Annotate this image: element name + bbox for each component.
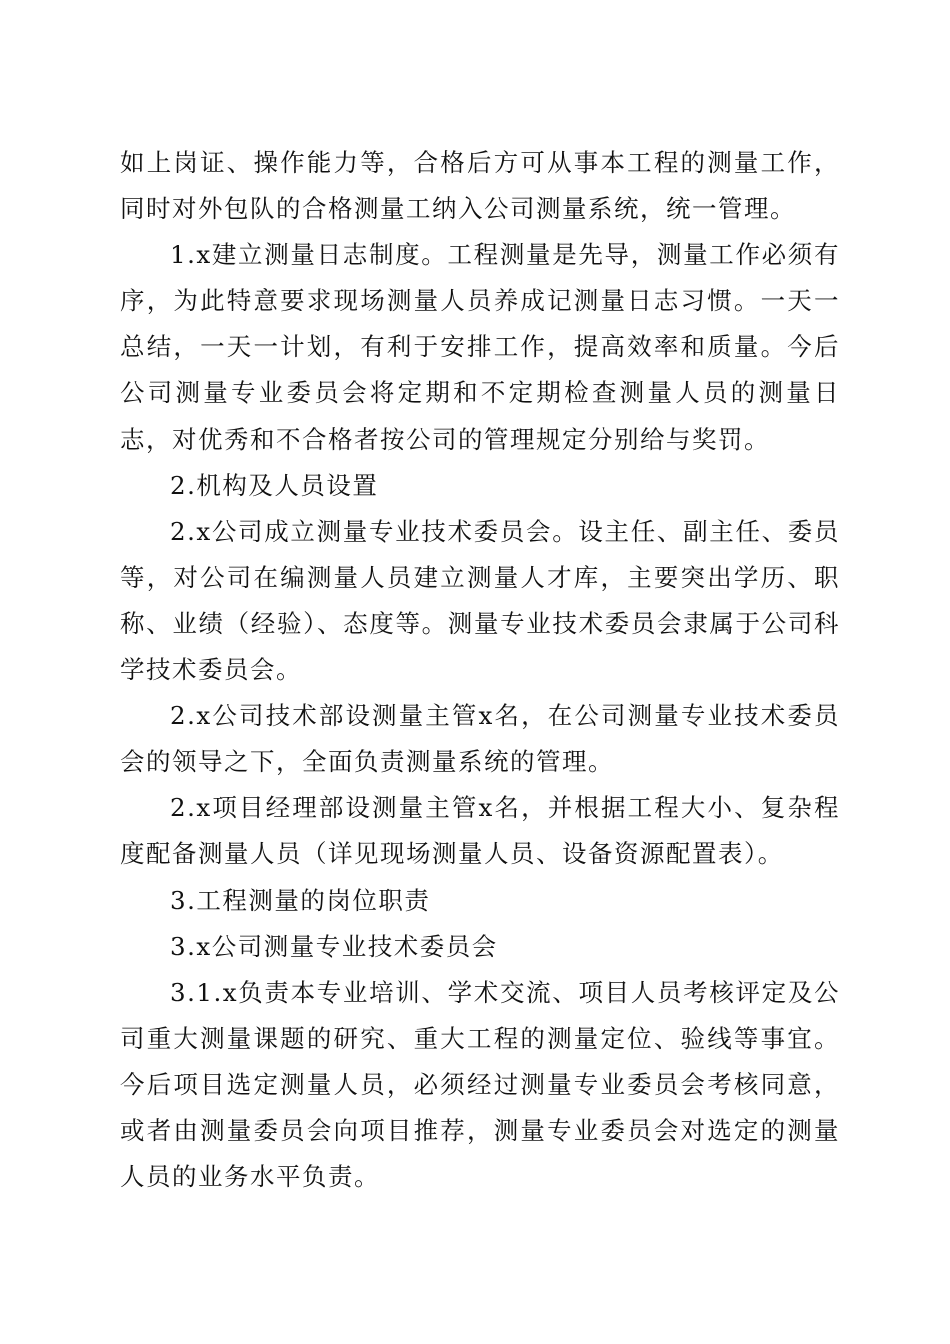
section-heading-organization: 2.机构及人员设置	[170, 470, 379, 500]
paragraph-continuation: 如上岗证、操作能力等，合格后方可从事本工程的测量工作，同时对外包队的合格测量工纳入公司测量系统，统一管理。	[120, 148, 840, 224]
paragraph-committee-setup: 2.x公司成立测量专业技术委员会。设主任、副主任、委员等，对公司在编测量人员建立测量人才库，主要突出学历、职称、业绩（经验）、态度等。测量专业技术委员会隶属于公司科学技术委员会。	[120, 516, 840, 685]
paragraph-committee-duties: 3.1.x负责本专业培训、学术交流、项目人员考核评定及公司重大测量课题的研究、重大工程的测量定位、验线等事宜。今后项目选定测量人员，必须经过测量专业委员会考核同意，或者由测量委员会向项目推荐，测量专业委员会对选定的测量人员的业务水平负责。	[120, 977, 840, 1192]
subsection-heading-committee: 3.x公司测量专业技术委员会	[170, 931, 498, 961]
paragraph-measurement-log: 1.x建立测量日志制度。工程测量是先导，测量工作必须有序，为此特意要求现场测量人员养成记测量日志习惯。一天一总结，一天一计划，有利于安排工作，提高效率和质量。今后公司测量专业委员会将定期和不定期检查测量人员的测量日志，对优秀和不合格者按公司的管理规定分别给与奖罚。	[120, 240, 840, 454]
paragraph-tech-dept-supervisor: 2.x公司技术部设测量主管x名，在公司测量专业技术委员会的领导之下，全面负责测量系统的管理。	[120, 701, 840, 777]
document-body	[120, 140, 840, 1200]
section-heading-responsibilities: 3.工程测量的岗位职责	[170, 885, 431, 915]
paragraph-project-dept-supervisor: 2.x项目经理部设测量主管x名，并根据工程大小、复杂程度配备测量人员（详见现场测量人员、设备资源配置表）。	[120, 793, 840, 869]
